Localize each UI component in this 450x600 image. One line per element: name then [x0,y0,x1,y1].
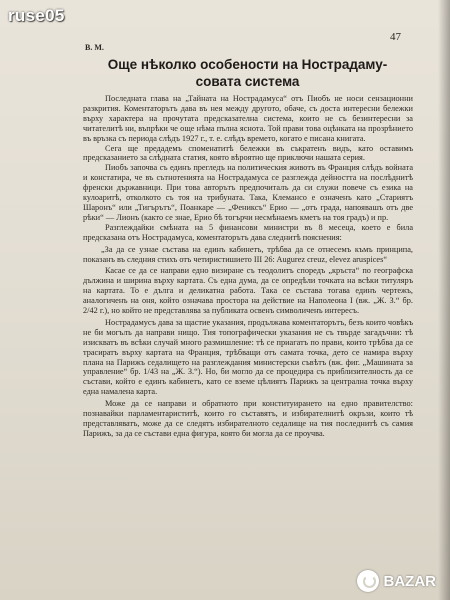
paragraph: Нострадамусъ дава за щастие указания, продължава коментаторътъ, безъ които човѣкъ не би могълъ да направи нищо. Тия топографически указания не съ твърде загадъчни: тѣ изискватъ въ всѣки случай много размишление: тѣ се приагатъ по прави, които трѣбва да се трасиратъ върху картата на Франция, трѣбващи отъ самата точка, дето се намира върху плана на Парижъ седалището на разглеждания министерски съвѣтъ (вж. фиг. „Машината за управление“ бр. 1/43 на „Ж. З.“). Но, би могло да се процедира съ приблизителность да се състави, който е единъ кабинетъ, като се вземе цѣлиятъ Парижъ за централна точка върху една намалена карта. [83,317,413,397]
bazar-logo-text: BAZAR [383,572,436,590]
bazar-logo-icon [357,570,379,592]
paragraph: Сега ще предадемъ споменатитѣ бележки въ съкратенъ видъ, като оставимъ предсказанието за слѣдната статия, която вѣроятно ще приключи нашата серия. [83,143,413,163]
title-line: Още нѣколко особености на Нострадаму- [107,57,388,72]
paragraph: Може да се направи и обратното при конституирането на едно правителство: познавайки парламентариститѣ, които го съставятъ, и избирателнитѣ окръзи, които тѣ представляватъ, може да се следятъ избирателното седалище на тия последнитѣ съ самия Парижъ, за да се състави една фигура, която би могла да се проучва. [83,399,413,438]
paragraph: Последната глава на „Тайната на Нострадамуса“ отъ Пиобъ не носи сензационни разкрития. Коментаторътъ дава въ нея между другото, обаче, съ доста интересни бележки върху характера на прочутата предсказателна система, които не съ безинтересни за читателитѣ ни, въпрѣки че още нѣма пълна яснота. Той прави това оцѣнката на прозрѣнието въ връзка съ периода слѣдъ 1927 г., т. е. слѣдъ времето, когато е писана книгата. [83,94,413,143]
paragraph: Пиобъ започва съ единъ прегледъ на политическия животъ въ Франция слѣдъ войната и констатира, че въ сътнотенията на Нострадамуса се разглежда дейността на послѣднитѣ френски държавници. При това авторътъ предпочиталъ да си служи повече съ езика на кулоаритѣ, отколкото съ тоя на трибуната. Така, Клемансо е означенъ като „Стариятъ Шаронъ“ или „Тигърътъ“, Поанкаре — „Фениксъ“ Ерио — „отъ града, напоявашъ отъ две рѣки“ — Лионъ (както се знае, Ерио бѣ тогърчи несмѣнаемъ кметъ на тоя градъ) и пр. [83,163,413,222]
quote-paragraph: „За да се узнае състава на единъ кабинетъ, трѣбва да се отнесемъ къмъ принципа, показанъ въ следния стихъ отъ четиристишието III 26: Augurez creuz, elevez aruspices“ [83,244,413,264]
paragraph: Разглеждайки смѣната на 5 финансови министри въ 8 месеца, което е била предсказана отъ Нострадамуса, коментаторътъ дава следнитѣ пояснения: [83,222,413,242]
watermark: ruse05 [8,6,65,25]
page-number: 47 [390,31,401,43]
article-title [85,56,410,90]
title-line: совата система [195,74,300,89]
article-body [83,94,413,439]
paragraph: Касае се да се направи едно визиране съ теодолитъ споредъ „кръста“ по географска дължина и ширина върху картата. Съ една дума, да се опредѣли точката на всѣки титуляръ на картата. То е дълга и деликатна работа. Така се състава тогава единъ чертежъ, аналогиченъ на оня, който означава простора на действие на Наполеона I (вж. „Ж. З.“ бр. 2/42 г.), но който не представлява за публиката освенъ символиченъ интересъ. [83,266,413,316]
page-edge-shadow [438,0,450,600]
bazar-logo [357,570,437,592]
author-initials: В. М. [85,43,104,52]
